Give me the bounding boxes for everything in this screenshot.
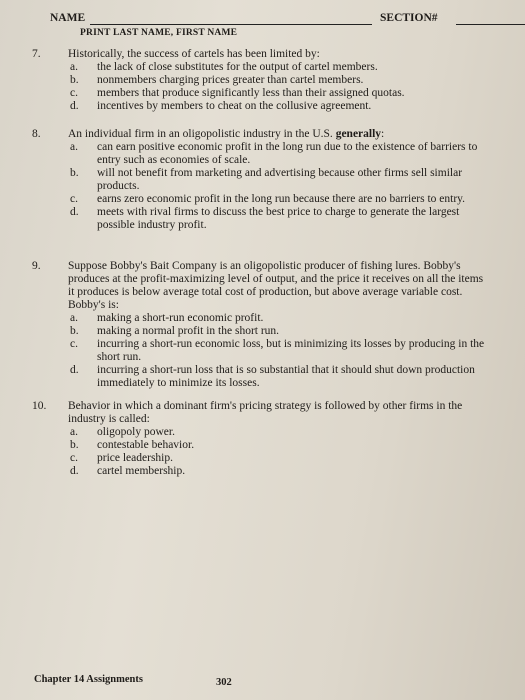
option-letter: d. — [70, 364, 79, 376]
option-letter: c. — [70, 193, 78, 205]
option-text: members that produce significantly less than their assigned quotas. — [97, 87, 405, 99]
option-b — [70, 439, 485, 452]
question-7 — [32, 48, 485, 113]
stem-suffix: : — [381, 128, 385, 140]
option-text: will not benefit from marketing and advertising because other firms sell similar products. — [97, 167, 463, 192]
option-d — [70, 100, 485, 113]
option-b — [70, 74, 485, 87]
stem-emphasis: generally — [335, 128, 382, 140]
option-d — [70, 364, 485, 390]
option-text: price leadership. — [97, 452, 173, 464]
question-number: 10. — [32, 400, 47, 412]
option-text: meets with rival firms to discuss the best price to charge to generate the largest possible industry profit. — [97, 206, 460, 231]
option-text: nonmembers charging prices greater than cartel members. — [97, 74, 364, 86]
option-text: earns zero economic profit in the long run because there are no barriers to entry. — [97, 193, 466, 205]
option-c — [70, 452, 485, 465]
option-text: contestable behavior. — [97, 439, 195, 451]
option-letter: b. — [70, 74, 79, 86]
option-a — [70, 141, 485, 167]
option-letter: d. — [70, 206, 79, 218]
question-number: 8. — [32, 128, 41, 140]
name-label: NAME — [50, 12, 86, 24]
question-stem: Behavior in which a dominant firm's pricing strategy is followed by other firms in the industry is called: — [68, 400, 463, 425]
option-text: making a short-run economic profit. — [97, 312, 264, 324]
option-d — [70, 206, 485, 232]
name-line — [90, 24, 372, 25]
question-stem: Historically, the success of cartels has been limited by: — [68, 48, 320, 60]
option-a — [70, 426, 485, 439]
question-10 — [32, 400, 485, 478]
section-label: SECTION# — [380, 12, 438, 24]
option-text: cartel membership. — [97, 465, 186, 477]
option-text: making a normal profit in the short run. — [97, 325, 280, 337]
option-a — [70, 312, 485, 325]
header — [50, 12, 507, 42]
option-letter: b. — [70, 325, 79, 337]
option-text: oligopoly power. — [97, 426, 175, 438]
option-letter: b. — [70, 439, 79, 451]
option-letter: a. — [70, 426, 78, 438]
option-letter: a. — [70, 141, 78, 153]
question-9 — [32, 260, 485, 390]
option-letter: c. — [70, 338, 78, 350]
option-text: the lack of close substitutes for the output of cartel members. — [97, 61, 378, 73]
name-instruction: PRINT LAST NAME, FIRST NAME — [80, 28, 238, 38]
option-letter: d. — [70, 465, 79, 477]
option-c — [70, 338, 485, 364]
option-b — [70, 325, 485, 338]
footer-chapter: Chapter 14 Assignments — [34, 674, 143, 685]
option-letter: c. — [70, 87, 78, 99]
question-number: 9. — [32, 260, 41, 272]
option-text: can earn positive economic profit in the long run due to the existence of barriers to entry such as economies of scale. — [97, 141, 478, 166]
question-8 — [32, 128, 485, 232]
option-d — [70, 465, 485, 478]
question-stem — [68, 128, 485, 141]
page-number: 302 — [216, 677, 232, 688]
question-number: 7. — [32, 48, 41, 60]
section-line — [456, 24, 525, 25]
question-stem: Suppose Bobby's Bait Company is an oligopolistic producer of fishing lures. Bobby's produces at the profit-maximizing level of output, and the price it receives on all the items it produces is below average total cost of production, but above average variable cost. Bobby's is: — [68, 260, 484, 311]
option-c — [70, 87, 485, 100]
stem-text: An individual firm in an oligopolistic industry in the U.S. — [68, 128, 336, 140]
option-letter: b. — [70, 167, 79, 179]
option-text: incurring a short-run economic loss, but is minimizing its losses by producing in the short run. — [97, 338, 485, 363]
option-letter: a. — [70, 61, 78, 73]
option-letter: a. — [70, 312, 78, 324]
option-c — [70, 193, 485, 206]
option-text: incentives by members to cheat on the collusive agreement. — [97, 100, 372, 112]
option-b — [70, 167, 485, 193]
option-letter: d. — [70, 100, 79, 112]
option-a — [70, 61, 485, 74]
option-text: incurring a short-run loss that is so substantial that it should shut down production immediately to minimize its losses. — [97, 364, 475, 389]
option-letter: c. — [70, 452, 78, 464]
